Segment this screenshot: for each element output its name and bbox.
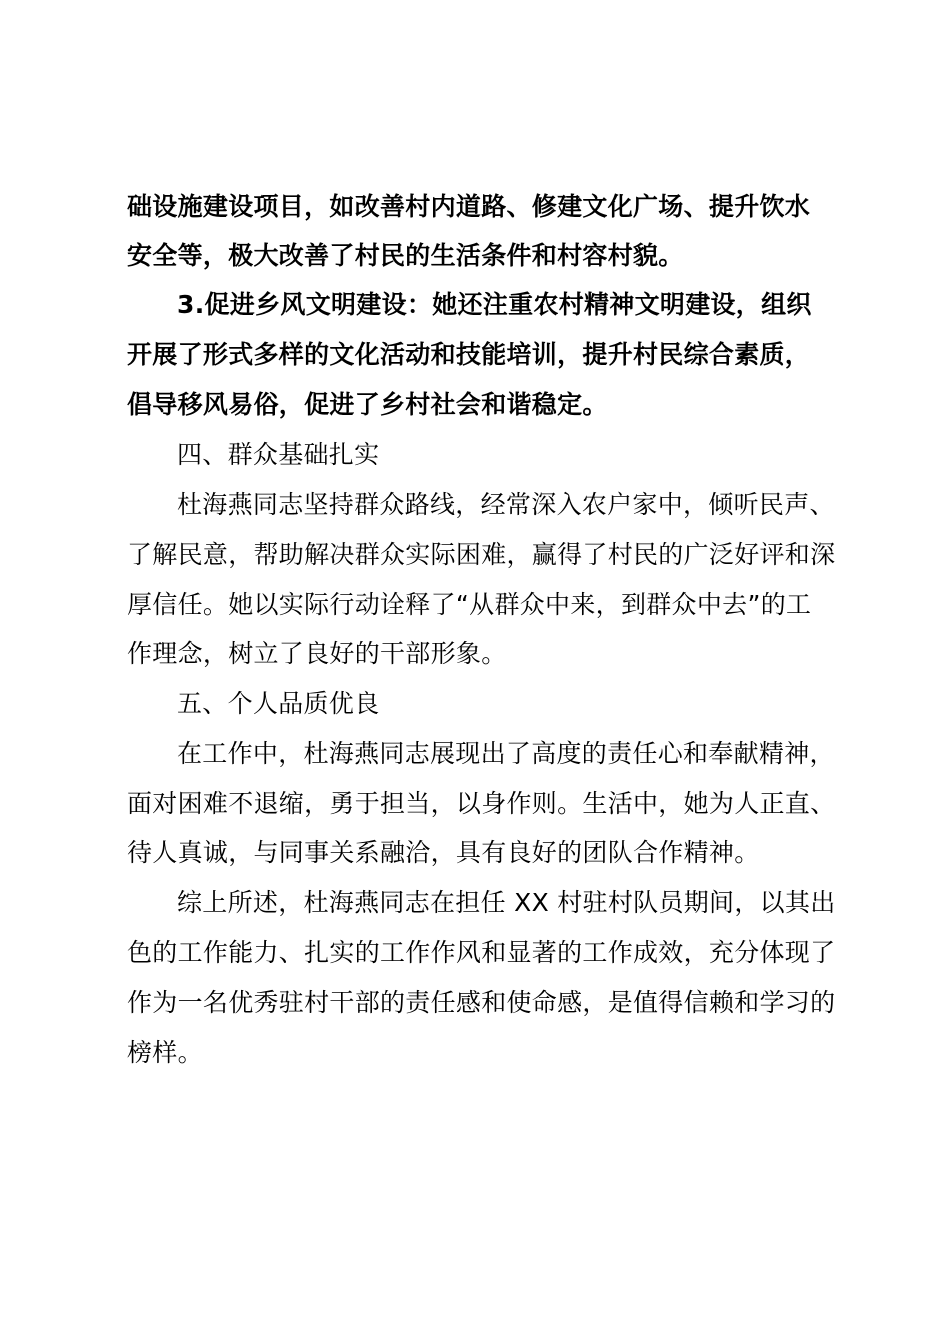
paragraph-line: 色的工作能力、扎实的工作作风和显著的工作成效，充分体现了: [127, 938, 836, 967]
paragraph-line: 作理念，树立了良好的干部形象。: [127, 639, 507, 668]
paragraph-line: 杜海燕同志坚持群众路线，经常深入农户家中，倾听民声、: [177, 490, 835, 519]
paragraph-line: 面对困难不退缩，勇于担当，以身作则。生活中，她为人正直、: [127, 789, 836, 818]
paragraph-line: 了解民意，帮助解决群众实际困难，赢得了村民的广泛好评和深: [127, 540, 836, 569]
paragraph-line: 安全等，极大改善了村民的生活条件和村容村貌。: [127, 241, 684, 270]
paragraph-line: 榜样。: [127, 1038, 203, 1067]
paragraph-line: 倡导移风易俗，促进了乡村社会和谐稳定。: [127, 390, 608, 419]
paragraph-line: 厚信任。她以实际行动诠释了“从群众中来，到群众中去”的工: [127, 590, 812, 619]
paragraph-line: 作为一名优秀驻村干部的责任感和使命感，是值得信赖和学习的: [127, 988, 836, 1017]
paragraph-line: 础设施建设项目，如改善村内道路、修建文化广场、提升饮水: [127, 192, 811, 221]
paragraph-line: 待人真诚，与同事关系融洽，具有良好的团队合作精神。: [127, 838, 760, 867]
item-3-heading-line: 3.促进乡风文明建设：她还注重农村精神文明建设，组织: [177, 290, 812, 319]
paragraph-line: 开展了形式多样的文化活动和技能培训，提升村民综合素质，: [127, 340, 811, 369]
section-heading-4: 四、群众基础扎实: [177, 440, 380, 469]
paragraph-line: 在工作中，杜海燕同志展现出了高度的责任心和奉献精神，: [177, 739, 835, 768]
paragraph-line: 综上所述，杜海燕同志在担任 XX 村驻村队员期间，以其出: [177, 888, 836, 917]
section-heading-5: 五、个人品质优良: [177, 689, 380, 718]
